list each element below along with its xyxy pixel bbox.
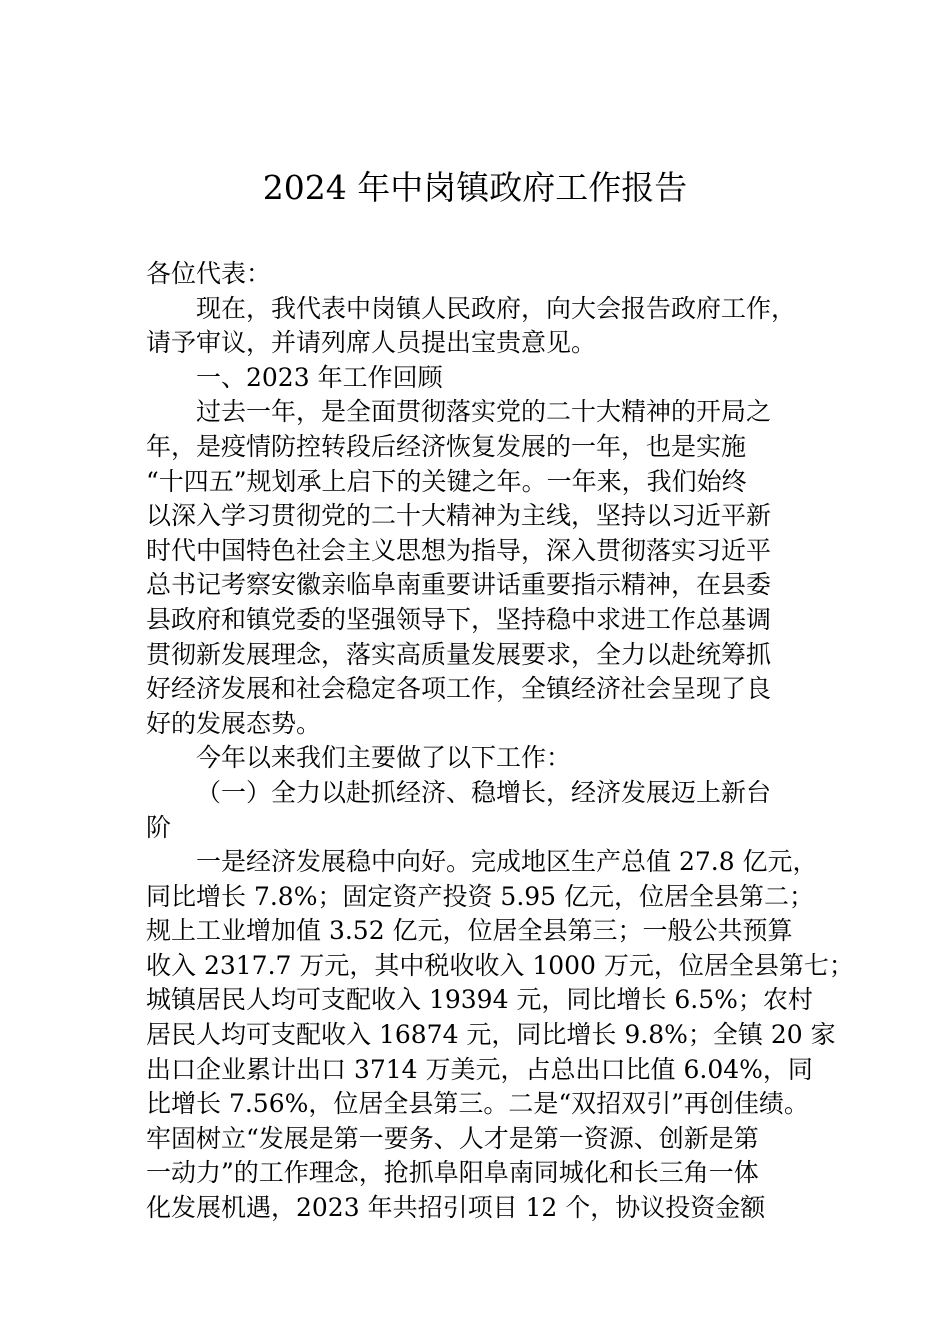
paragraph-line: 今年以来我们主要做了以下工作： — [196, 743, 572, 773]
paragraph-line: 时代中国特色社会主义思想为指导，深入贯彻落实习近平 — [146, 535, 772, 565]
paragraph-line: 一是经济发展稳中向好。完成地区生产总值 27.8 亿元， — [196, 847, 818, 877]
paragraph-line: 收入 2317.7 万元，其中税收收入 1000 万元，位居全县第七； — [146, 950, 854, 980]
paragraph-line: 县政府和镇党委的坚强领导下，坚持稳中求进工作总基调 — [146, 604, 772, 634]
paragraph-line: 同比增长 7.8%；固定资产投资 5.95 亿元，位居全县第二； — [146, 881, 815, 911]
paragraph-line: 城镇居民人均可支配收入 19394 元，同比增长 6.5%；农村 — [146, 985, 813, 1015]
paragraph-line: 贯彻新发展理念，落实高质量发展要求，全力以赴统筹抓 — [146, 639, 772, 669]
paragraph-line: 牢固树立“发展是第一要务、人才是第一资源、创新是第 — [146, 1123, 759, 1153]
paragraph-line: 出口企业累计出口 3714 万美元，占总出口比值 6.04%，同 — [146, 1054, 813, 1084]
paragraph-line: 化发展机遇，2023 年共招引项目 12 个，协议投资金额 — [146, 1193, 766, 1223]
salutation-line: 各位代表： — [146, 259, 272, 288]
subsection-heading: （一）全力以赴抓经济、稳增长，经济发展迈上新台 — [196, 777, 772, 807]
paragraph-line: “十四五”规划承上启下的关键之年。一年来，我们始终 — [146, 466, 747, 496]
document-title: 2024 年中岗镇政府工作报告 — [262, 168, 688, 207]
section-heading: 一、2023 年工作回顾 — [196, 362, 443, 392]
paragraph-line: 以深入学习贯彻党的二十大精神为主线，坚持以习近平新 — [146, 501, 772, 531]
paragraph-line: 请予审议，并请列席人员提出宝贵意见。 — [146, 328, 597, 358]
paragraph-line: 现在，我代表中岗镇人民政府，向大会报告政府工作， — [196, 293, 797, 323]
paragraph-line: 过去一年，是全面贯彻落实党的二十大精神的开局之 — [196, 397, 772, 427]
paragraph-line: 一动力”的工作理念，抢抓阜阳阜南同城化和长三角一体 — [146, 1158, 759, 1188]
paragraph-line: 居民人均可支配收入 16874 元，同比增长 9.8%；全镇 20 家 — [146, 1020, 836, 1050]
paragraph-line: 好的发展态势。 — [146, 708, 322, 738]
document-body — [146, 257, 854, 1226]
paragraph-line: 好经济发展和社会稳定各项工作，全镇经济社会呈现了良 — [146, 674, 772, 704]
paragraph-line: 总书记考察安徽亲临阜南重要讲话重要指示精神，在县委 — [146, 570, 772, 600]
subsection-heading-continued: 阶 — [146, 812, 172, 842]
paragraph-line: 规上工业增加值 3.52 亿元，位居全县第三；一般公共预算 — [146, 916, 793, 946]
paragraph-line: 比增长 7.56%，位居全县第三。二是“双招双引”再创佳绩。 — [146, 1089, 809, 1119]
paragraph-line: 年，是疫情防控转段后经济恢复发展的一年，也是实施 — [146, 431, 747, 461]
